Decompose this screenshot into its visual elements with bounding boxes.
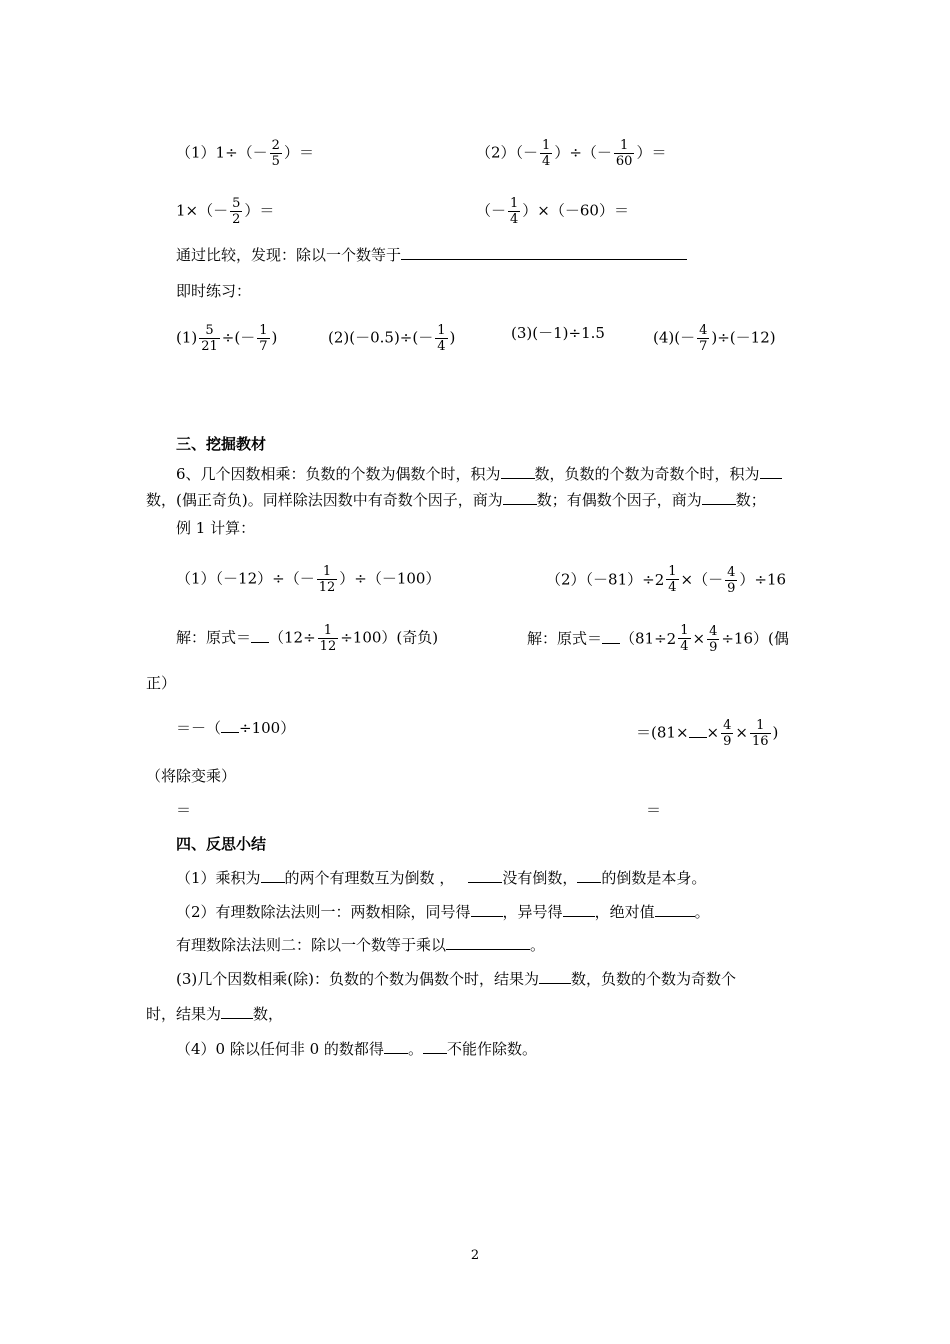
answer-blank[interactable] xyxy=(251,628,269,643)
answer-blank[interactable] xyxy=(261,868,285,883)
fraction: $\frac{1}{16}$ xyxy=(751,718,769,749)
example-problem-2: （2）（－81）÷ 2 $\frac{1}{4}$ ×（－ $\frac{4}{9}$ ）÷16 xyxy=(546,564,787,596)
section-heading-4: 四、反思小结 xyxy=(176,835,267,853)
answer-blank[interactable] xyxy=(423,1039,447,1054)
answer-blank[interactable] xyxy=(501,464,535,479)
practice-q1: (1) $\frac{5}{21}$ ÷(－ $\frac{1}{7}$ ) xyxy=(176,323,278,354)
page-number: 2 xyxy=(470,1248,480,1263)
answer-blank[interactable] xyxy=(539,969,571,984)
fraction: $\frac{1}{4}$ xyxy=(542,138,551,169)
answer-blank[interactable] xyxy=(471,902,503,917)
summary-5: （4）0 除以任何非 0 的数都得 。 不能作除数。 xyxy=(176,1040,537,1058)
fraction: $\frac{1}{12}$ xyxy=(319,623,337,654)
fraction: $\frac{4}{9}$ xyxy=(723,718,732,749)
solution-2: 解：原式＝ （81÷ 2 $\frac{1}{4}$ × $\frac{4}{9}$ ÷16）(偶 xyxy=(527,623,789,655)
example-problem-1: （1）（－12）÷（－ $\frac{1}{12}$ ）÷（－100） xyxy=(176,564,441,595)
answer-blank[interactable] xyxy=(221,1004,253,1019)
solution-2-step: ＝(81× × $\frac{4}{9}$ × $\frac{1}{16}$ ) xyxy=(636,718,779,749)
answer-blank[interactable] xyxy=(446,935,530,950)
fraction: $\frac{1}{4}$ xyxy=(510,196,519,227)
summary-4: (3)几个因数相乘(除)：负数的个数为偶数个时，结果为 数，负数的个数为奇数个 xyxy=(176,970,736,988)
practice-q2: (2)(－0.5)÷(－ $\frac{1}{4}$ ) xyxy=(328,323,456,354)
answer-blank[interactable] xyxy=(760,464,782,479)
finding-line: 通过比较，发现：除以一个数等于 xyxy=(176,245,687,265)
compare-problem-1: （1）1÷（－ $\frac{2}{5}$ ）＝ xyxy=(176,138,314,169)
solution-2-wrap: 正） xyxy=(146,674,177,692)
practice-title: 即时练习： xyxy=(176,282,252,300)
solution-1-step: ＝－（ ÷100） xyxy=(176,719,296,737)
summary-4-wrap: 时，结果为 数， xyxy=(146,1005,284,1023)
answer-blank[interactable] xyxy=(563,902,595,917)
fraction: $\frac{4}{7}$ xyxy=(699,323,708,354)
summary-1: （1）乘积为 的两个有理数互为倒数 ， 没有倒数， 的倒数是本身。 xyxy=(176,869,707,887)
practice-q4: (4)(－ $\frac{4}{7}$ )÷(－12) xyxy=(653,323,776,354)
equals-line-1: ＝ xyxy=(176,801,192,819)
answer-blank[interactable] xyxy=(503,490,537,505)
fraction: $\frac{1}{7}$ xyxy=(259,323,268,354)
summary-2: （2）有理数除法法则一：两数相除，同号得 ，异号得 ，绝对值 。 xyxy=(176,903,710,921)
answer-blank[interactable] xyxy=(689,723,707,738)
fraction: $\frac{5}{21}$ xyxy=(201,323,218,354)
answer-blank[interactable] xyxy=(655,902,695,917)
fraction: $\frac{1}{4}$ xyxy=(437,323,446,354)
fraction: $\frac{1}{60}$ xyxy=(615,138,633,169)
answer-blank[interactable] xyxy=(221,718,239,733)
mixed-number: 2 $\frac{1}{4}$ xyxy=(666,623,689,654)
answer-blank[interactable] xyxy=(384,1039,408,1054)
answer-blank[interactable] xyxy=(468,868,502,883)
answer-blank[interactable] xyxy=(577,868,601,883)
mixed-number: 2 $\frac{1}{4}$ xyxy=(654,564,677,595)
summary-3: 有理数除法法则二：除以一个数等于乘以 。 xyxy=(176,936,546,954)
compare-problem-2: （2）（－ $\frac{1}{4}$ ）÷（－ $\frac{1}{60}$ ）＝ xyxy=(476,138,667,169)
fraction: $\frac{5}{2}$ xyxy=(232,196,241,227)
compare-problem-4: （－ $\frac{1}{4}$ ）×（－60）＝ xyxy=(476,196,629,227)
practice-q3: (3)(－1)÷1.5 xyxy=(511,324,605,342)
answer-blank[interactable] xyxy=(401,245,687,260)
fraction: $\frac{4}{9}$ xyxy=(727,565,736,596)
section-heading-3: 三、挖掘教材 xyxy=(176,435,267,453)
section3-line2: 数，(偶正奇负)。同样除法因数中有奇数个因子，商为 数；有偶数个因子，商为 数； xyxy=(146,491,766,509)
answer-blank[interactable] xyxy=(602,629,620,644)
fraction: $\frac{2}{5}$ xyxy=(271,138,280,169)
fraction: $\frac{4}{9}$ xyxy=(709,624,718,655)
compare-problem-3: 1×（－ $\frac{5}{2}$ ）＝ xyxy=(176,196,275,227)
equals-line-2: ＝ xyxy=(646,801,662,819)
solution-1: 解：原式＝ （12÷ $\frac{1}{12}$ ÷100）(奇负) xyxy=(176,623,439,654)
section3-line1: 6、几个因数相乘：负数的个数为偶数个时，积为 数，负数的个数为奇数个时，积为 xyxy=(176,464,782,484)
answer-blank[interactable] xyxy=(702,490,736,505)
note-divide-to-multiply: （将除变乘） xyxy=(146,767,237,785)
example-label: 例 1 计算： xyxy=(176,519,256,537)
fraction: $\frac{1}{12}$ xyxy=(318,564,336,595)
